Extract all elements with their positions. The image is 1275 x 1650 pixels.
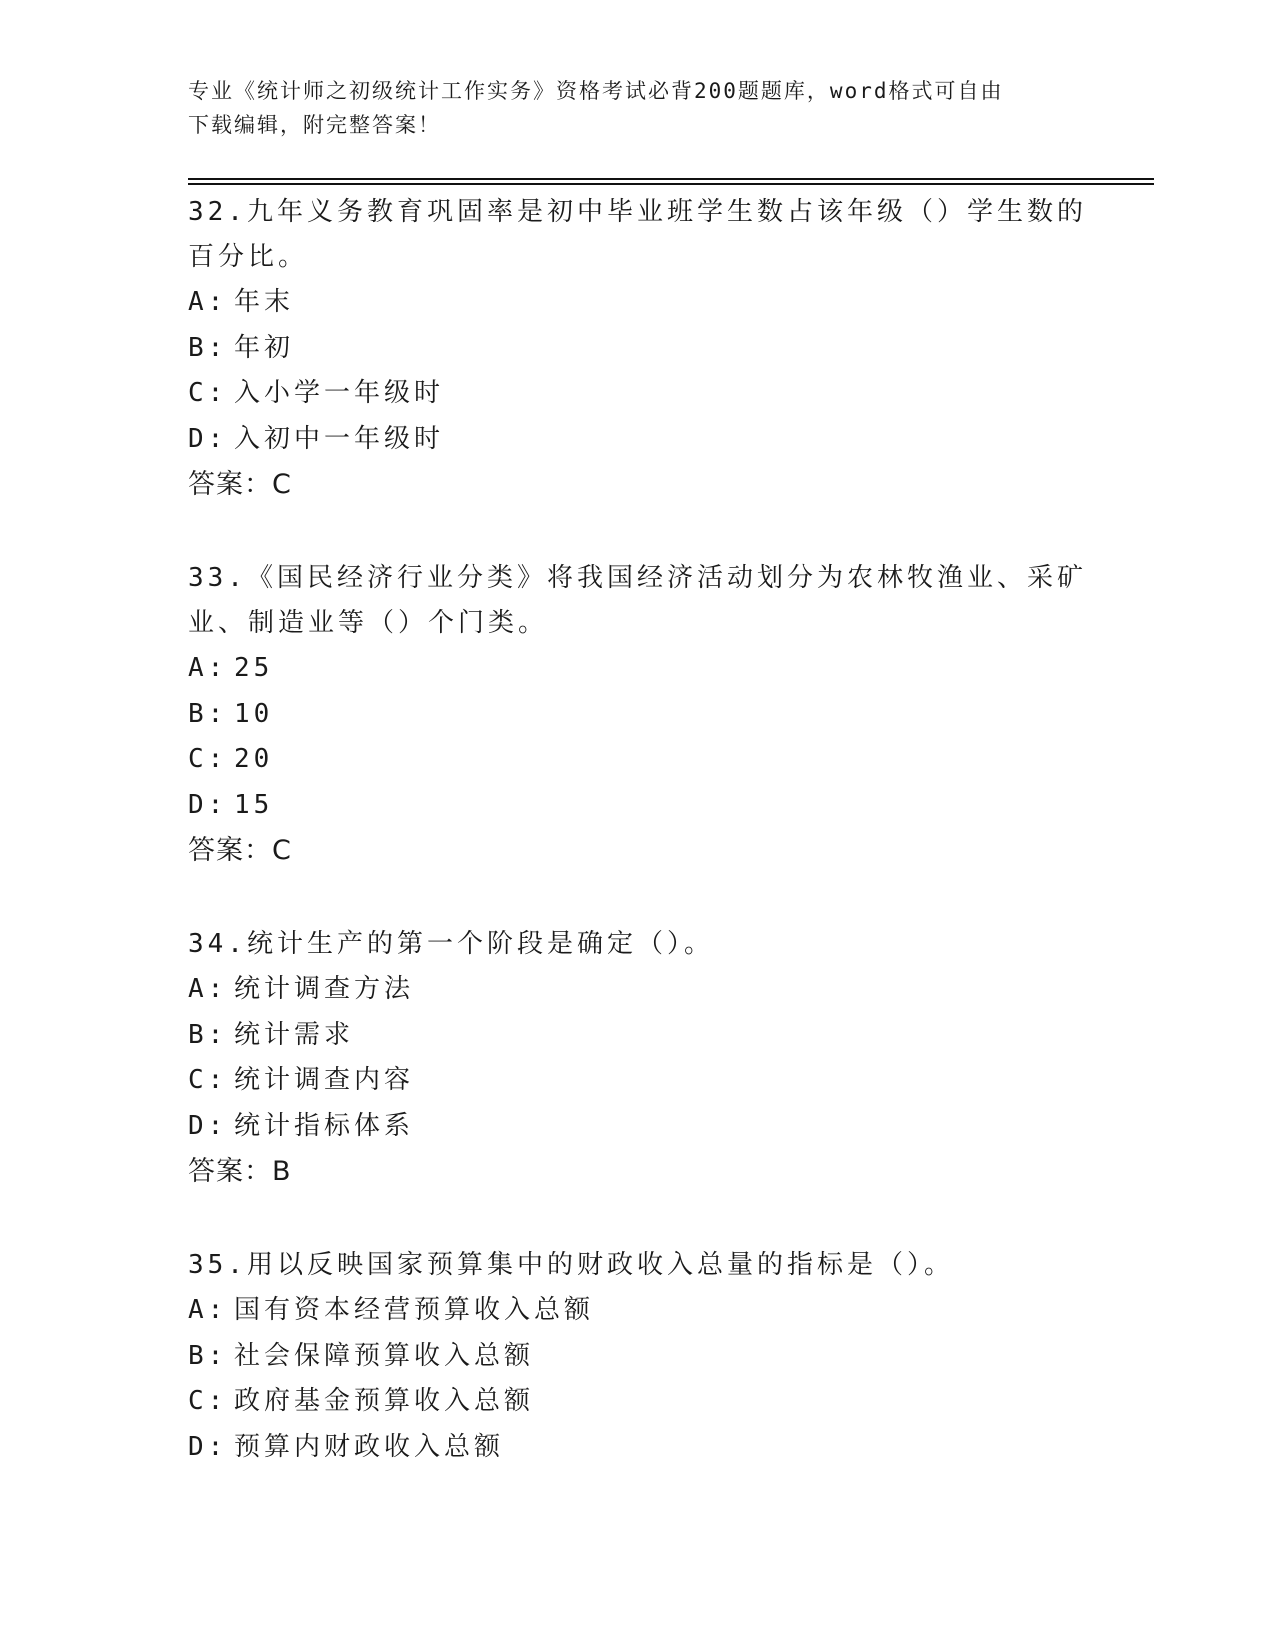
option-text: 10 bbox=[234, 698, 274, 729]
option-text: 15 bbox=[234, 789, 274, 820]
option-letter: B: bbox=[188, 698, 228, 729]
option-letter: A: bbox=[188, 287, 228, 317]
option-letter: B: bbox=[188, 1019, 228, 1050]
option-a bbox=[188, 967, 1088, 1013]
option-c bbox=[188, 371, 1088, 417]
header-rule-top bbox=[188, 178, 1154, 180]
option-text: 入初中一年级时 bbox=[234, 423, 445, 454]
option-text: 国有资本经营预算收入总额 bbox=[234, 1295, 595, 1325]
option-text: 入小学一年级时 bbox=[234, 378, 445, 408]
option-text: 20 bbox=[234, 744, 274, 774]
header-line-2: 下载编辑，附完整答案！ bbox=[188, 113, 441, 137]
option-text: 统计调查内容 bbox=[234, 1065, 415, 1095]
question-33 bbox=[188, 556, 1088, 874]
option-letter: D: bbox=[188, 1110, 228, 1141]
question-34 bbox=[188, 922, 1088, 1195]
option-letter: C: bbox=[188, 1065, 228, 1095]
option-d bbox=[188, 1425, 1088, 1471]
option-text: 社会保障预算收入总额 bbox=[234, 1340, 535, 1371]
option-letter: C: bbox=[188, 378, 228, 408]
option-text: 年末 bbox=[234, 287, 295, 317]
option-c bbox=[188, 1379, 1088, 1425]
option-text: 统计指标体系 bbox=[234, 1110, 415, 1141]
option-letter: D: bbox=[188, 789, 228, 820]
option-b bbox=[188, 1334, 1088, 1380]
option-letter: B: bbox=[188, 332, 228, 363]
question-32 bbox=[188, 190, 1088, 508]
option-b bbox=[188, 326, 1088, 372]
option-text: 统计需求 bbox=[234, 1019, 355, 1050]
header-rule-bottom bbox=[188, 183, 1154, 185]
option-letter: D: bbox=[188, 1431, 228, 1462]
question-text: 34.统计生产的第一个阶段是确定（）。 bbox=[188, 929, 714, 959]
option-d bbox=[188, 1104, 1088, 1150]
option-letter: A: bbox=[188, 653, 228, 683]
option-a bbox=[188, 1288, 1088, 1334]
option-c bbox=[188, 1058, 1088, 1104]
option-letter: D: bbox=[188, 423, 228, 454]
option-text: 统计调查方法 bbox=[234, 974, 415, 1004]
option-text: 预算内财政收入总额 bbox=[234, 1431, 505, 1462]
question-35 bbox=[188, 1243, 1088, 1470]
option-c bbox=[188, 737, 1088, 783]
option-d bbox=[188, 417, 1088, 463]
header-line-1: 专业《统计师之初级统计工作实务》资格考试必背200题题库，word格式可自由 bbox=[188, 79, 1004, 103]
option-letter: A: bbox=[188, 1295, 228, 1325]
answer-line: 答案：B bbox=[188, 1156, 292, 1187]
option-letter: B: bbox=[188, 1340, 228, 1371]
option-text: 政府基金预算收入总额 bbox=[234, 1386, 535, 1416]
option-text: 25 bbox=[234, 653, 274, 683]
option-d bbox=[188, 783, 1088, 829]
option-text: 年初 bbox=[234, 332, 295, 363]
question-text: 32.九年义务教育巩固率是初中毕业班学生数占该年级（）学生数的百分比。 bbox=[188, 197, 1087, 272]
option-letter: A: bbox=[188, 974, 228, 1004]
question-text: 35.用以反映国家预算集中的财政收入总量的指标是（）。 bbox=[188, 1250, 954, 1280]
option-a bbox=[188, 280, 1088, 326]
answer-line: 答案：C bbox=[188, 469, 292, 500]
option-a bbox=[188, 646, 1088, 692]
answer-line: 答案：C bbox=[188, 835, 292, 866]
option-letter: C: bbox=[188, 744, 228, 774]
question-text: 33.《国民经济行业分类》将我国经济活动划分为农林牧渔业、采矿业、制造业等（）个门类。 bbox=[188, 563, 1087, 638]
document-header bbox=[188, 74, 1088, 142]
option-letter: C: bbox=[188, 1386, 228, 1416]
option-b bbox=[188, 1013, 1088, 1059]
option-b bbox=[188, 692, 1088, 738]
